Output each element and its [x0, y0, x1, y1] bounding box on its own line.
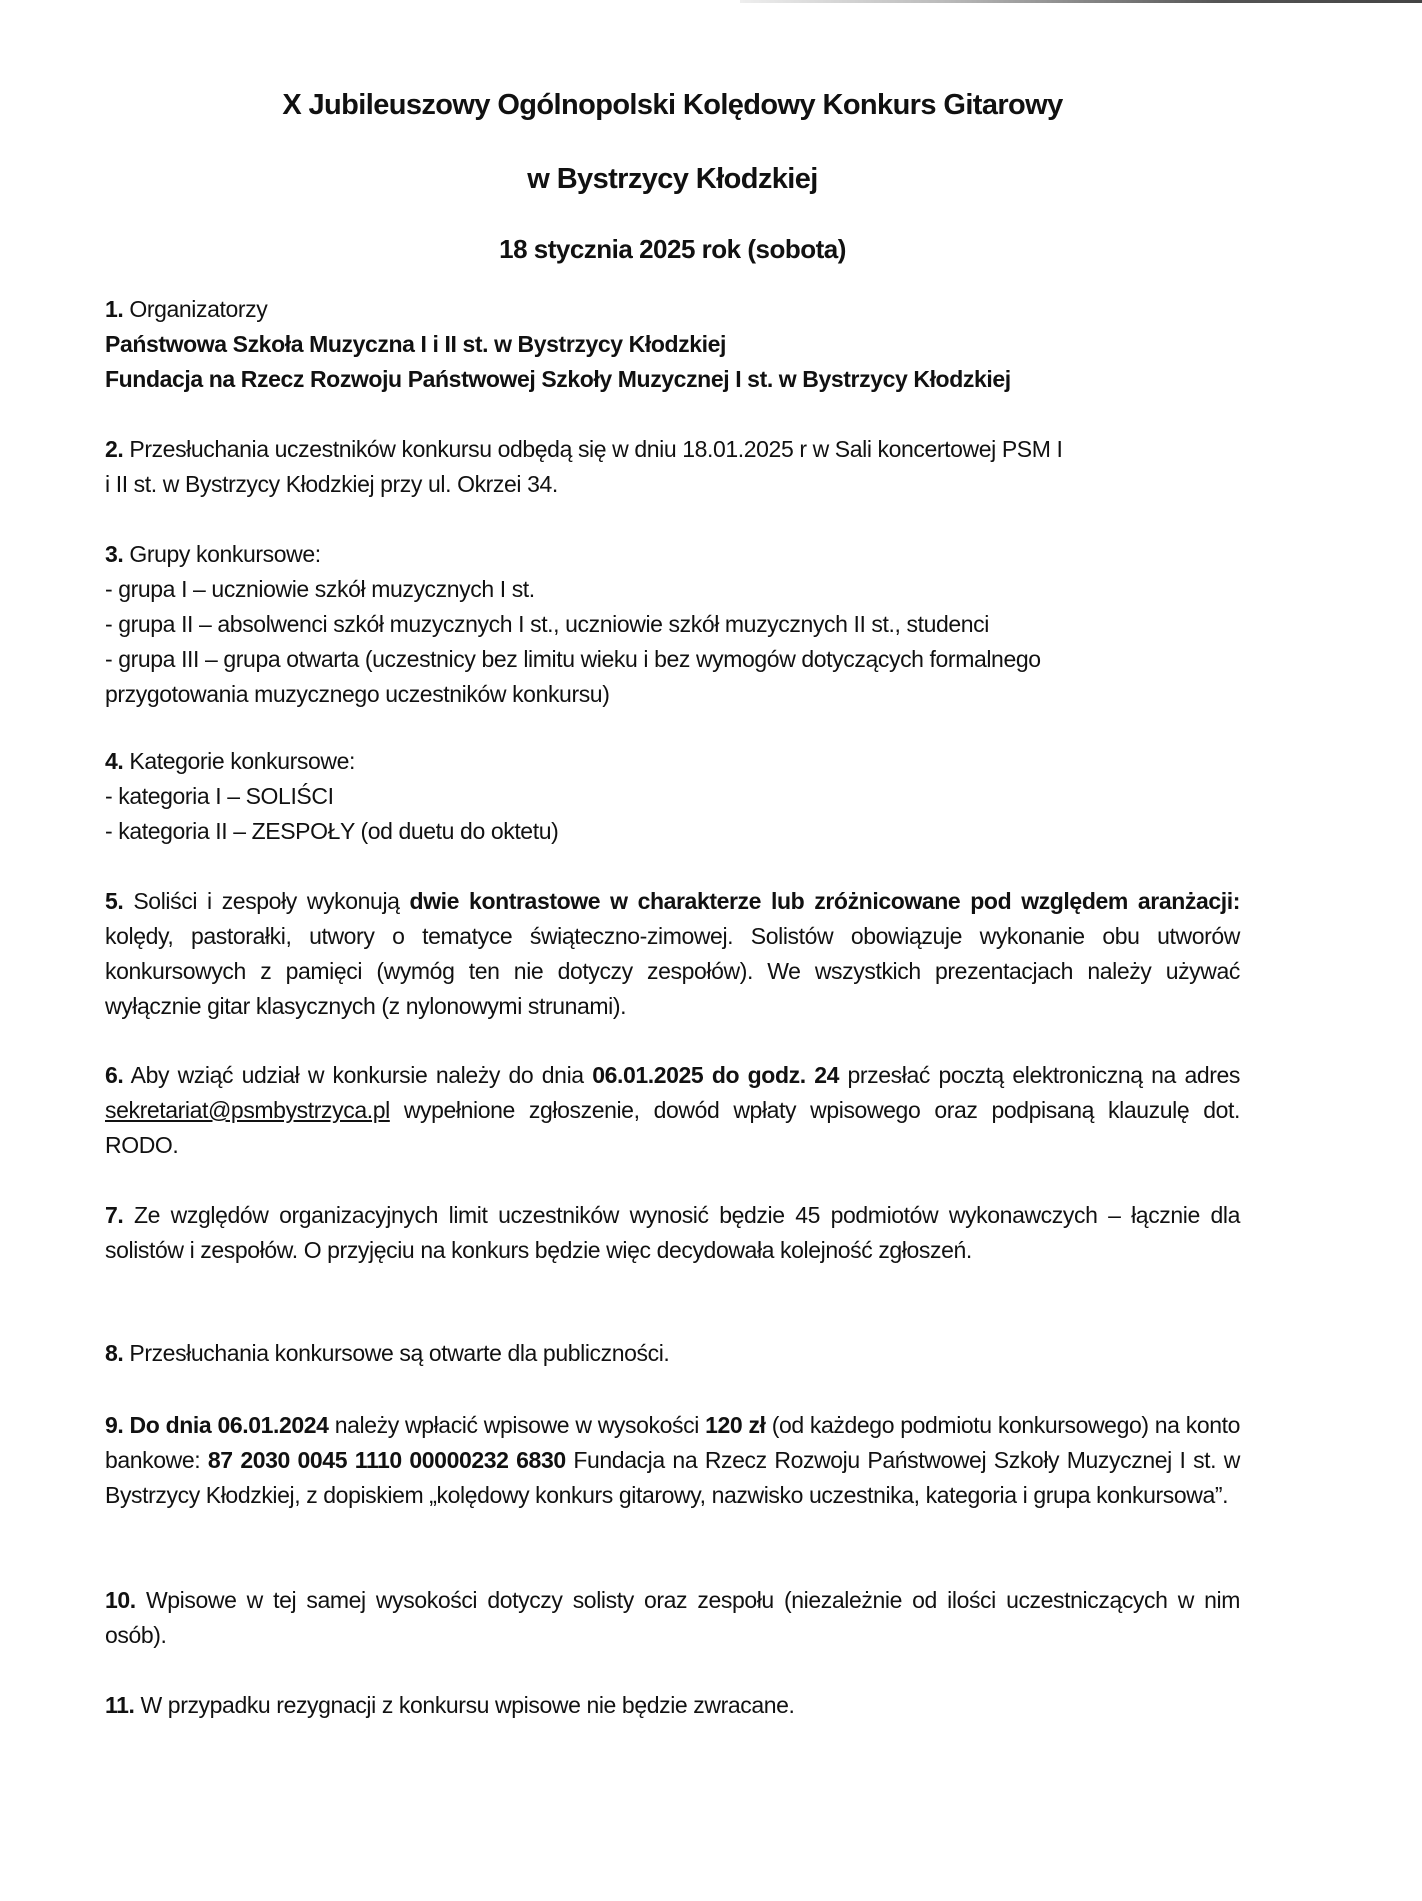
section-number: 10. [105, 1587, 136, 1613]
list-item: przygotowania muzycznego uczestników konkursu) [105, 681, 610, 707]
section-text: przesłać pocztą elektroniczną na adres [838, 1062, 1241, 1088]
section-text: Ze względów organizacyjnych limit uczestników wynosić będzie 45 podmiotów wykonawczych – łącznie dla solistów i zespołów. O przyjęciu na konkurs będzie więc decydowała kolejność zgłoszeń. [105, 1202, 1240, 1263]
section-organizers [105, 292, 1240, 397]
section-heading: Grupy konkursowe: [123, 541, 321, 567]
list-item: - grupa II – absolwenci szkół muzycznych I st., uczniowie szkół muzycznych II st., studenci [105, 611, 989, 637]
list-item: - grupa I – uczniowie szkół muzycznych I st. [105, 576, 535, 602]
event-date: 18 stycznia 2025 rok (sobota) [499, 234, 846, 264]
scan-edge-line [740, 0, 1422, 3]
list-item: - kategoria II – ZESPOŁY (od duetu do oktetu) [105, 818, 559, 844]
section-text: Aby wziąć udział w konkursie należy do dnia [123, 1062, 593, 1088]
section-fee-scope [105, 1583, 1240, 1653]
section-text: W przypadku rezygnacji z konkursu wpisowe nie będzie zwracane. [134, 1692, 795, 1718]
section-number: 3. [105, 541, 124, 567]
section-repertoire [105, 884, 1240, 1024]
section-heading: Kategorie konkursowe: [123, 748, 355, 774]
bank-account-number: 87 2030 0045 1110 00000232 6830 [207, 1447, 566, 1473]
section-text: i II st. w Bystrzycy Kłodzkiej przy ul. Okrzei 34. [105, 471, 558, 497]
section-participant-limit [105, 1198, 1240, 1268]
organizer-foundation: Fundacja na Rzecz Rozwoju Państwowej Szkoły Muzycznej I st. w Bystrzycy Kłodzkiej [105, 366, 1011, 392]
section-number: 6. [105, 1062, 124, 1088]
section-public-auditions [105, 1336, 1240, 1371]
section-number: 8. [105, 1340, 124, 1366]
section-number: 1. [105, 296, 124, 322]
fee-deadline: Do dnia 06.01.2024 [123, 1412, 329, 1438]
organizer-school: Państwowa Szkoła Muzyczna I i II st. w Bystrzycy Kłodzkiej [105, 331, 726, 357]
section-text: Fundacja na Rzecz Rozwoju Państwowej Szkoły Muzycznej I st. w Bystrzycy Kłodzkiej, z dopiskiem „kolędowy konkurs gitarowy, nazwisko uczestnika, kategoria i grupa konkursowa”. [105, 1447, 1240, 1508]
section-categories [105, 744, 1240, 849]
section-text: należy wpłacić wpisowe w wysokości [328, 1412, 706, 1438]
fee-amount: 120 zł [705, 1412, 766, 1438]
section-entry-fee [105, 1408, 1240, 1513]
section-text: Przesłuchania uczestników konkursu odbędą się w dniu 18.01.2025 r w Sali koncertowej PSM I [123, 436, 1063, 462]
list-item: - grupa III – grupa otwarta (uczestnicy bez limitu wieku i bez wymogów dotyczących formalnego [105, 646, 1041, 672]
section-text: Wpisowe w tej samej wysokości dotyczy solisty oraz zespołu (niezależnie od ilości uczestniczących w nim osób). [105, 1587, 1240, 1648]
section-number: 9. [105, 1412, 124, 1438]
section-text: (od każdego podmiotu konkursowego) na konto bankowe: [105, 1412, 1240, 1473]
section-no-refund [105, 1688, 1240, 1723]
section-heading: Organizatorzy [123, 296, 268, 322]
section-number: 5. [105, 888, 124, 914]
email-link[interactable]: sekretariat@psmbystrzyca.pl [105, 1097, 390, 1123]
section-groups [105, 537, 1240, 712]
section-application [105, 1058, 1240, 1163]
section-text: Przesłuchania konkursowe są otwarte dla publiczności. [123, 1340, 670, 1366]
section-auditions-venue [105, 432, 1240, 502]
section-number: 4. [105, 748, 124, 774]
document-subtitle: w Bystrzycy Kłodzkiej [527, 163, 818, 195]
section-text: Soliści i zespoły wykonują [123, 888, 410, 914]
deadline-text: 06.01.2025 do godz. 24 [592, 1062, 839, 1088]
document-title: X Jubileuszowy Ogólnopolski Kolędowy Konkurs Gitarowy [282, 89, 1063, 121]
list-item: - kategoria I – SOLIŚCI [105, 783, 334, 809]
section-bold-text: dwie kontrastowe w charakterze lub zróżnicowane pod względem aranżacji: [409, 888, 1240, 914]
section-number: 7. [105, 1202, 124, 1228]
section-text: kolędy, pastorałki, utwory o tematyce świąteczno-zimowej. Solistów obowiązuje wykonanie obu utworów konkursowych z pamięci (wymóg ten nie dotyczy zespołów). We wszystkich prezentacjach należy używać wyłącznie gitar klasycznych (z nylonowymi strunami). [105, 923, 1240, 1019]
section-number: 2. [105, 436, 124, 462]
section-text: wypełnione zgłoszenie, dowód wpłaty wpisowego oraz podpisaną klauzulę dot. RODO. [105, 1097, 1240, 1158]
section-number: 11. [105, 1692, 135, 1718]
